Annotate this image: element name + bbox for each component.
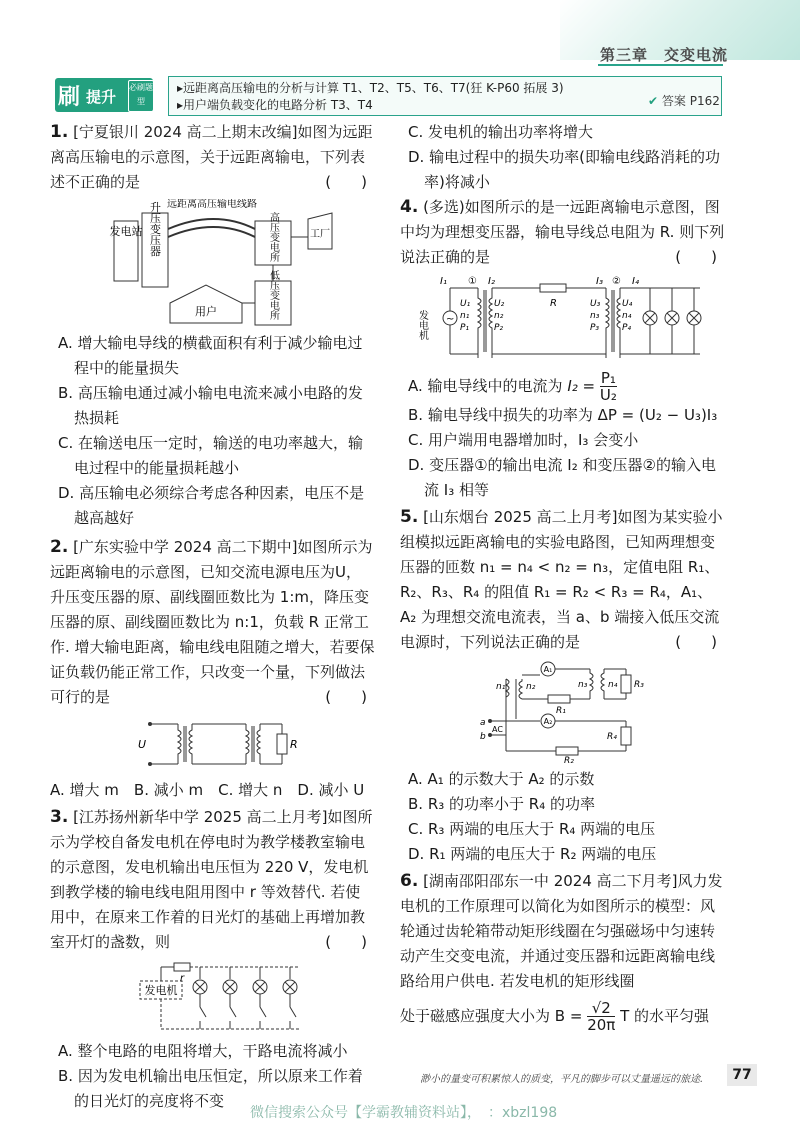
- label-t2: ②: [612, 276, 621, 287]
- q5-option-a: A. A₁ 的示数大于 A₂ 的示数: [408, 770, 595, 788]
- chapter-underline: [598, 64, 723, 66]
- question-stem: (多选)如图所示的是一远距离输电示意图，图中均为理想变压器，输电导线总电阻为 R. 则下列说法正确的是: [400, 198, 725, 266]
- hv-sub-label: 高压变电所: [267, 212, 279, 262]
- label-n2: n₂: [494, 311, 504, 321]
- q3-option-a: A. 整个电路的电阻将增大，干路电流将减小: [58, 1042, 348, 1060]
- load-label: R: [290, 738, 298, 751]
- question-number: 6.: [400, 871, 419, 891]
- answer-blank: ( ): [325, 688, 367, 706]
- question-stem: [湖南邵阳邵东一中 2024 高二下月考]风力发电机的工作原理可以简化为如图所示的模型：风轮通过齿轮箱带动矩形线圈在匀强磁场中匀速转动产生交变电流，并通过变压器和远距离输电线路给用户供电. 若发电机的矩形线圈: [400, 872, 723, 990]
- label-n1: n₁: [460, 311, 470, 321]
- fraction: [600, 370, 617, 403]
- q4-option-b: B. 输电导线中损失的功率为 ΔP = (U₂ − U₃)I₃: [408, 406, 718, 424]
- label-u3: U₃: [590, 299, 601, 309]
- svg-text:~: ~: [446, 314, 455, 325]
- q3-option-c: C. 发电机的输出功率将增大: [408, 123, 594, 141]
- question-2: [50, 535, 375, 803]
- badge-sub-text: 提升: [86, 88, 117, 106]
- answer-blank: ( ): [675, 248, 717, 266]
- question-number: 3.: [50, 807, 69, 827]
- fraction: [587, 1000, 615, 1033]
- question-number: 5.: [400, 507, 419, 527]
- question-4: [400, 195, 725, 503]
- r4-resistor: [621, 727, 631, 745]
- q3-option-b: B. 因为发电机输出电压恒定，所以原来工作着的日光灯的亮度将不变: [58, 1067, 363, 1110]
- q4-option-a: [400, 370, 725, 403]
- answer-text: 答案 P162: [661, 94, 720, 108]
- question-number: 2.: [50, 537, 69, 557]
- q4-option-c: C. 用户端用电器增加时，I₃ 会变小: [408, 431, 639, 449]
- answer-blank: ( ): [325, 933, 367, 951]
- resistor-label: r: [180, 973, 185, 984]
- r2-resistor: [556, 747, 578, 755]
- label-b: b: [480, 732, 486, 742]
- r1-resistor: [548, 695, 570, 703]
- r3-resistor: [621, 675, 631, 693]
- footer-motto: 渺小的量变可积累惊人的质变，平凡的脚步可以丈量遥远的旅途.: [420, 1074, 704, 1085]
- q5-option-d: D. R₁ 两端的电压大于 R₂ 两端的电压: [408, 845, 657, 863]
- denominator: 20π: [587, 1016, 616, 1034]
- line-resistor: [174, 963, 190, 971]
- q6-tail-end: T 的水平匀强: [620, 1007, 710, 1025]
- label-n4: n₄: [622, 311, 632, 321]
- label-i3: I₃: [596, 276, 603, 287]
- question-stem: [广东实验中学 2024 高二下期中]如图所示为远距离输电的示意图，已知交流电源电压为U，升压变压器的原、副线圈匝数比为 1:m，降压变压器的原、副线圈匝数比为 n:1，负载 R 正常工作. 增大输电距离，输电线电阻随之增大，若要保证负载仍能正常工作，只改变一个量，下列做法可行的是: [50, 538, 375, 706]
- question-5: [400, 505, 725, 867]
- topic-line-1: ▸远距离高压输电的分析与计算 T1、T2、T5、T6、T7(狂 K-P60 拓展 3): [177, 81, 564, 95]
- right-column: [400, 120, 725, 1033]
- q3-diagram: [50, 959, 375, 1035]
- label-p3: P₃: [590, 323, 600, 333]
- label-n3: n₃: [590, 311, 600, 321]
- q5-option-b: B. R₃ 的功率小于 R₄ 的功率: [408, 795, 596, 813]
- label-r1: R₁: [556, 706, 566, 716]
- load-resistor: [277, 734, 287, 754]
- watermark: 微信搜索公众号【学霸教辅资料站】， ：xbzl198: [250, 1105, 558, 1121]
- badge-tag: 必刷题型: [128, 80, 154, 112]
- label-i1: I₁: [440, 276, 447, 287]
- q2-options: A. 增大 m B. 减小 m C. 增大 n D. 减小 U: [50, 781, 365, 799]
- label-n4: n₄: [608, 680, 618, 690]
- question-3-cont: [400, 120, 725, 195]
- label-r4: R₄: [607, 732, 617, 742]
- label-i2: I₂: [488, 276, 495, 287]
- question-stem: [宁夏银川 2024 高二上期末改编]如图为远距离高压输电的示意图，关于远距离输电，下列表述不正确的是: [50, 123, 373, 191]
- q1-option-c: C. 在输送电压一定时，输送的电功率越大，输电过程中的能量损耗越小: [58, 434, 364, 477]
- label-ac: AC: [492, 725, 503, 734]
- q2-diagram: [50, 714, 375, 774]
- question-3: [50, 805, 375, 1114]
- label-a1: A₁: [543, 665, 553, 674]
- line-resistor: [540, 284, 566, 292]
- left-column: [50, 120, 375, 1114]
- topic-box: [168, 76, 722, 116]
- label-n3: n₃: [578, 680, 588, 690]
- chapter-title: 第三章 交变电流: [600, 46, 729, 64]
- numerator: P₁: [600, 369, 616, 387]
- lv-sub-label: 低压变电所: [267, 270, 279, 320]
- q1-diagram: [50, 199, 375, 327]
- question-number: 4.: [400, 197, 419, 217]
- q1-option-b: B. 高压输电通过减小输电电流来减小电路的发热损耗: [58, 384, 363, 427]
- label-t1: ①: [468, 276, 477, 287]
- answer-ref: [648, 92, 720, 109]
- label-a: a: [480, 718, 486, 728]
- answer-blank: ( ): [675, 633, 717, 651]
- label-p4: P₄: [622, 323, 632, 333]
- plant-label: 发电站: [109, 225, 143, 238]
- q4-diagram: [400, 274, 725, 366]
- label-generator: 发电机: [416, 310, 428, 340]
- lamp-group: [643, 288, 701, 354]
- q5-diagram: [400, 659, 725, 763]
- q1-option-a: A. 增大输电导线的横截面积有利于减少输电过程中的能量损失: [58, 334, 363, 377]
- label-r2: R₂: [564, 756, 574, 763]
- label-p1: P₁: [460, 323, 470, 333]
- option-a-lhs: I₂ =: [567, 377, 596, 395]
- check-icon: ✔: [648, 94, 659, 108]
- question-stem: [山东烟台 2025 高二上月考]如图为某实验小组模拟远距离输电的实验电路图，已知两理想变压器的匝数 n₁ = n₄ < n₂ = n₃，定值电阻 R₁、R₂、R₃、R₄ 的阻值 R₁ = R₂ < R₃ = R₄，A₁、A₂ 为理想交流电流表，当 a、b 端接入低压交流电源时，下列说法正确的是: [400, 508, 723, 651]
- label-p2: P₂: [494, 323, 504, 333]
- label-i4: I₄: [632, 276, 639, 287]
- step-up-label: 升压变压器: [148, 201, 162, 257]
- q4-option-d: D. 变压器①的输出电流 I₂ 和变压器②的输入电流 I₃ 相等: [408, 456, 716, 499]
- option-a-text: A. 输电导线中的电流为: [408, 377, 563, 395]
- label-u4: U₄: [622, 299, 633, 309]
- q5-option-c: C. R₃ 两端的电压大于 R₄ 两端的电压: [408, 820, 656, 838]
- user-label: 用户: [195, 305, 217, 318]
- q3-option-d: D. 输电过程中的损失功率(即输电线路消耗的功率)将减小: [408, 148, 720, 191]
- power-line-2: [168, 227, 255, 237]
- label-u2: U₂: [494, 299, 505, 309]
- denominator: U₂: [599, 386, 617, 404]
- question-number: 1.: [50, 122, 69, 142]
- q6-tail: [400, 1000, 725, 1033]
- factory-label: 工厂: [310, 229, 330, 240]
- label-n1: n₁: [496, 682, 506, 692]
- voltage-label: U: [137, 738, 146, 751]
- line-label: 远距离高压输电线路: [167, 199, 257, 210]
- label-r: R: [550, 298, 557, 309]
- label-n2: n₂: [526, 682, 536, 692]
- label-u1: U₁: [460, 299, 471, 309]
- lamp-group: [193, 967, 297, 1029]
- generator-label: 发电机: [144, 984, 178, 997]
- label-a2: A₂: [543, 717, 553, 726]
- q6-tail-text: 处于磁感应强度大小为 B =: [400, 1007, 583, 1025]
- badge-main-text: 刷: [58, 85, 81, 110]
- label-r3: R₃: [634, 680, 644, 690]
- answer-blank: ( ): [325, 173, 367, 191]
- question-1: [50, 120, 375, 531]
- page-number: 77: [727, 1064, 757, 1086]
- topic-line-2: ▸用户端负载变化的电路分析 T3、T4: [177, 98, 373, 112]
- question-stem: [江苏扬州新华中学 2025 高二上月考]如图所示为学校自备发电机在停电时为教学楼教室输电的示意图，发电机输出电压恒为 220 V，发电机到教学楼的输电线电阻用图中 r 等效替代. 若使用中，在原来工作着的日光灯的基础上再增加教室开灯的盏数，则: [50, 808, 373, 951]
- question-6: [400, 869, 725, 1033]
- numerator: √2: [587, 1000, 615, 1017]
- q1-option-d: D. 高压输电必须综合考虑各种因素，电压不是越高越好: [58, 484, 365, 527]
